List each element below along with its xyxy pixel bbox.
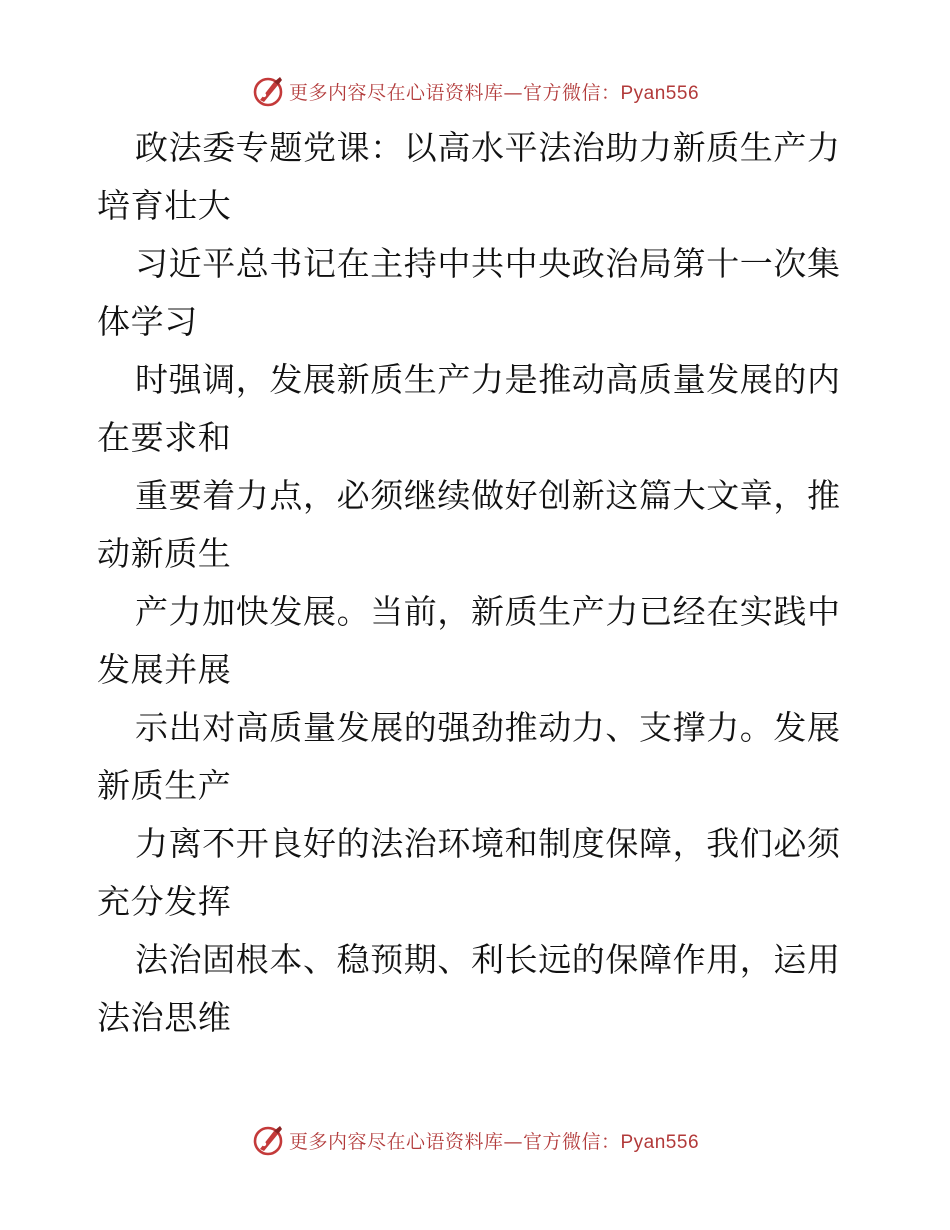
- text-line: 产力加快发展。当前，新质生产力已经在实践中: [135, 592, 841, 631]
- text-line: 动新质生: [97, 534, 232, 573]
- quill-pen-logo-icon: [251, 74, 285, 108]
- text-line: 示出对高质量发展的强劲推动力、支撑力。发展: [135, 708, 841, 747]
- paragraph-8: [97, 931, 857, 1047]
- document-body: [97, 119, 857, 1047]
- paragraph-4: [97, 467, 857, 583]
- paragraph-6: [97, 699, 857, 815]
- header-banner-wechat-id: Pyan556: [620, 82, 700, 104]
- header-banner-wechat-label: 官方微信：: [522, 81, 621, 104]
- text-line: 时强调，发展新质生产力是推动高质量发展的内: [135, 360, 841, 399]
- footer-banner-wechat-id: Pyan556: [620, 1131, 700, 1153]
- paragraph-3: [97, 351, 857, 467]
- header-banner-slogan: 更多内容尽在心语资料库: [288, 81, 504, 104]
- quill-pen-logo-icon: [251, 1123, 285, 1157]
- header-banner-dash: —: [503, 81, 523, 104]
- text-line: 习近平总书记在主持中共中央政治局第十一次集: [135, 244, 841, 283]
- text-line: 法治固根本、稳预期、利长远的保障作用，运用: [135, 940, 841, 979]
- footer-banner-slogan: 更多内容尽在心语资料库: [288, 1130, 504, 1153]
- text-line: 法治思维: [97, 998, 232, 1037]
- text-line: 体学习: [97, 302, 198, 341]
- header-banner: [0, 71, 950, 111]
- footer-banner: [0, 1120, 950, 1160]
- text-line: 充分发挥: [97, 882, 232, 921]
- text-line: 重要着力点，必须继续做好创新这篇大文章，推: [135, 476, 841, 515]
- paragraph-5: [97, 583, 857, 699]
- paragraph-7: [97, 815, 857, 931]
- footer-banner-wechat-label: 官方微信：: [522, 1130, 621, 1153]
- text-line: 培育壮大: [97, 186, 232, 225]
- text-line: 力离不开良好的法治环境和制度保障，我们必须: [135, 824, 841, 863]
- text-line: 在要求和: [97, 418, 232, 457]
- paragraph-2: [97, 235, 857, 351]
- text-line: 政法委专题党课：以高水平法治助力新质生产力: [135, 128, 841, 167]
- text-line: 发展并展: [97, 650, 232, 689]
- paragraph-1: [97, 119, 857, 235]
- text-line: 新质生产: [97, 766, 232, 805]
- footer-banner-dash: —: [503, 1130, 523, 1153]
